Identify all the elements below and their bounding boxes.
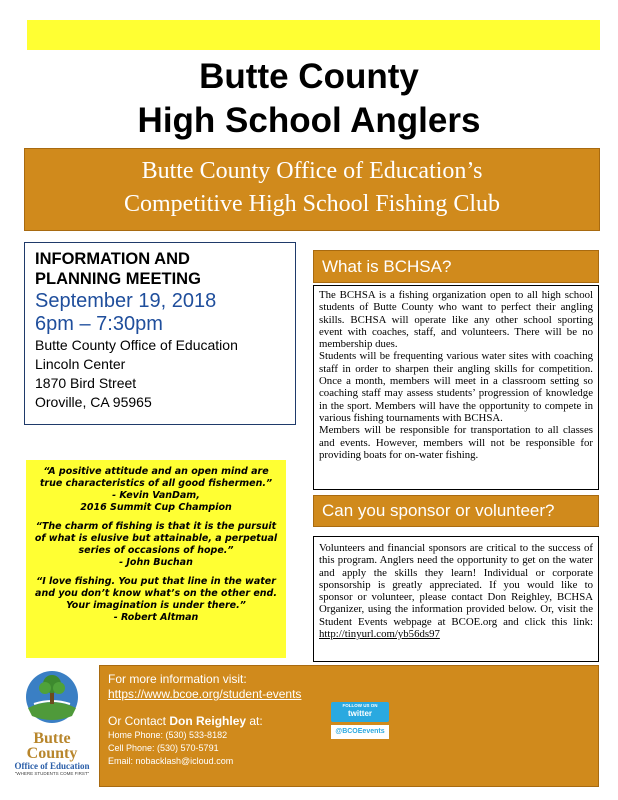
cell-phone: Cell Phone: (530) 570-5791: [108, 743, 219, 753]
meeting-heading-line-1: INFORMATION AND: [35, 250, 190, 268]
address-line: 1870 Bird Street: [35, 375, 137, 391]
twitter-badge[interactable]: [331, 702, 389, 740]
top-yellow-bar: [27, 20, 600, 50]
meeting-heading: [35, 249, 285, 289]
home-phone: Home Phone: (530) 533-8182: [108, 730, 228, 740]
page-title: [0, 55, 618, 143]
logo-tagline: “WHERE STUDENTS COME FIRST”: [14, 771, 90, 776]
what-is-bchsa-body: [313, 285, 599, 490]
what-paragraph: Students will be frequenting various water sites with coaching staff in order to sharpen their angling skills for competition. Once a month, members will meet in a classroom setting so coaching staff may assess students’ progression of knowledge in the sport. Members will have the opportunity to compete in various fishing tournaments with BCHSA.: [319, 350, 593, 424]
quote-text: “I love fishing. You put that line in the water and you don’t know what’s on the other end. Your imagination is under there.”: [35, 576, 277, 611]
quote-author-note: 2016 Summit Cup Champion: [80, 502, 232, 513]
twitter-follow-text: FOLLOW US ON: [342, 703, 378, 708]
address-line: Oroville, CA 95965: [35, 394, 152, 410]
quote-author: - Kevin VanDam,: [112, 490, 200, 501]
sponsor-body: [313, 536, 599, 662]
logo-name-line-2: County: [26, 745, 78, 762]
email-address[interactable]: Email: nobacklash@icloud.com: [108, 756, 234, 766]
what-paragraph: Members will be responsible for transportation to all classes and events. However, members will not be responsible for providing boats for on-water fishing.: [319, 424, 593, 461]
logo-name-line-1: Butte: [33, 730, 71, 747]
twitter-handle: @BCOEevents: [331, 725, 389, 739]
sponsor-header: Can you sponsor or volunteer?: [313, 495, 599, 527]
visit-label: For more information visit:: [108, 672, 247, 686]
logo-subtitle: Office of Education: [14, 761, 90, 771]
meeting-info-box: [24, 242, 296, 425]
quote-author: - Robert Altman: [113, 612, 199, 623]
meeting-datetime: [35, 290, 285, 336]
banner-line-2: Competitive High School Fishing Club: [123, 191, 501, 217]
quotes-box: [26, 460, 286, 658]
address-line: Lincoln Center: [35, 356, 126, 372]
title-line-1: Butte County: [199, 57, 419, 96]
contact-name: Don Reighley: [169, 714, 247, 728]
visit-url-link[interactable]: https://www.bcoe.org/student-events: [108, 687, 302, 701]
banner-line-1: Butte County Office of Education’s: [141, 158, 483, 184]
meeting-heading-line-2: PLANNING MEETING: [35, 270, 201, 288]
quote-author: - John Buchan: [119, 557, 193, 568]
club-banner: [24, 148, 600, 231]
contact-prefix: Or Contact: [108, 714, 170, 728]
bcoe-logo: [6, 668, 98, 786]
meeting-date: September 19, 2018: [35, 290, 217, 312]
title-line-2: High School Anglers: [137, 101, 481, 140]
sponsor-text: Volunteers and financial sponsors are critical to the success of this program. Anglers need the opportunity to get on the water and apply the skills they learn! Individual or corporate sponsorship is greatly appreciated. If you would like to sponsor or volunteer, please contact Don Reighley, BCHSA Organizer, using the information provided below. Or, visit the Student Events webpage at BCOE.org and click this link:: [319, 542, 593, 628]
meeting-time: 6pm – 7:30pm: [35, 313, 163, 335]
twitter-follow-banner: [331, 702, 389, 722]
what-is-bchsa-header: What is BCHSA?: [313, 250, 599, 283]
contact-suffix: at:: [246, 714, 263, 728]
address-line: Butte County Office of Education: [35, 337, 238, 353]
quote-text: “The charm of fishing is that it is the pursuit of what is elusive but attainable, a perpetual series of occasions of hope.”: [34, 521, 278, 556]
twitter-logo-icon: twitter: [348, 709, 372, 718]
globe-tree-icon: [6, 668, 98, 726]
meeting-address: [35, 336, 285, 412]
quote-text: “A positive attitude and an open mind are true characteristics of all good fishermen.”: [39, 466, 273, 489]
sponsor-link[interactable]: http://tinyurl.com/yb56ds97: [319, 628, 440, 641]
what-paragraph: The BCHSA is a fishing organization open to all high school students of Butte County who want to perfect their angling skills. BCHSA will operate like any other school sporting event with coaches, staff, and volunteers. There will be no membership dues.: [319, 289, 593, 351]
